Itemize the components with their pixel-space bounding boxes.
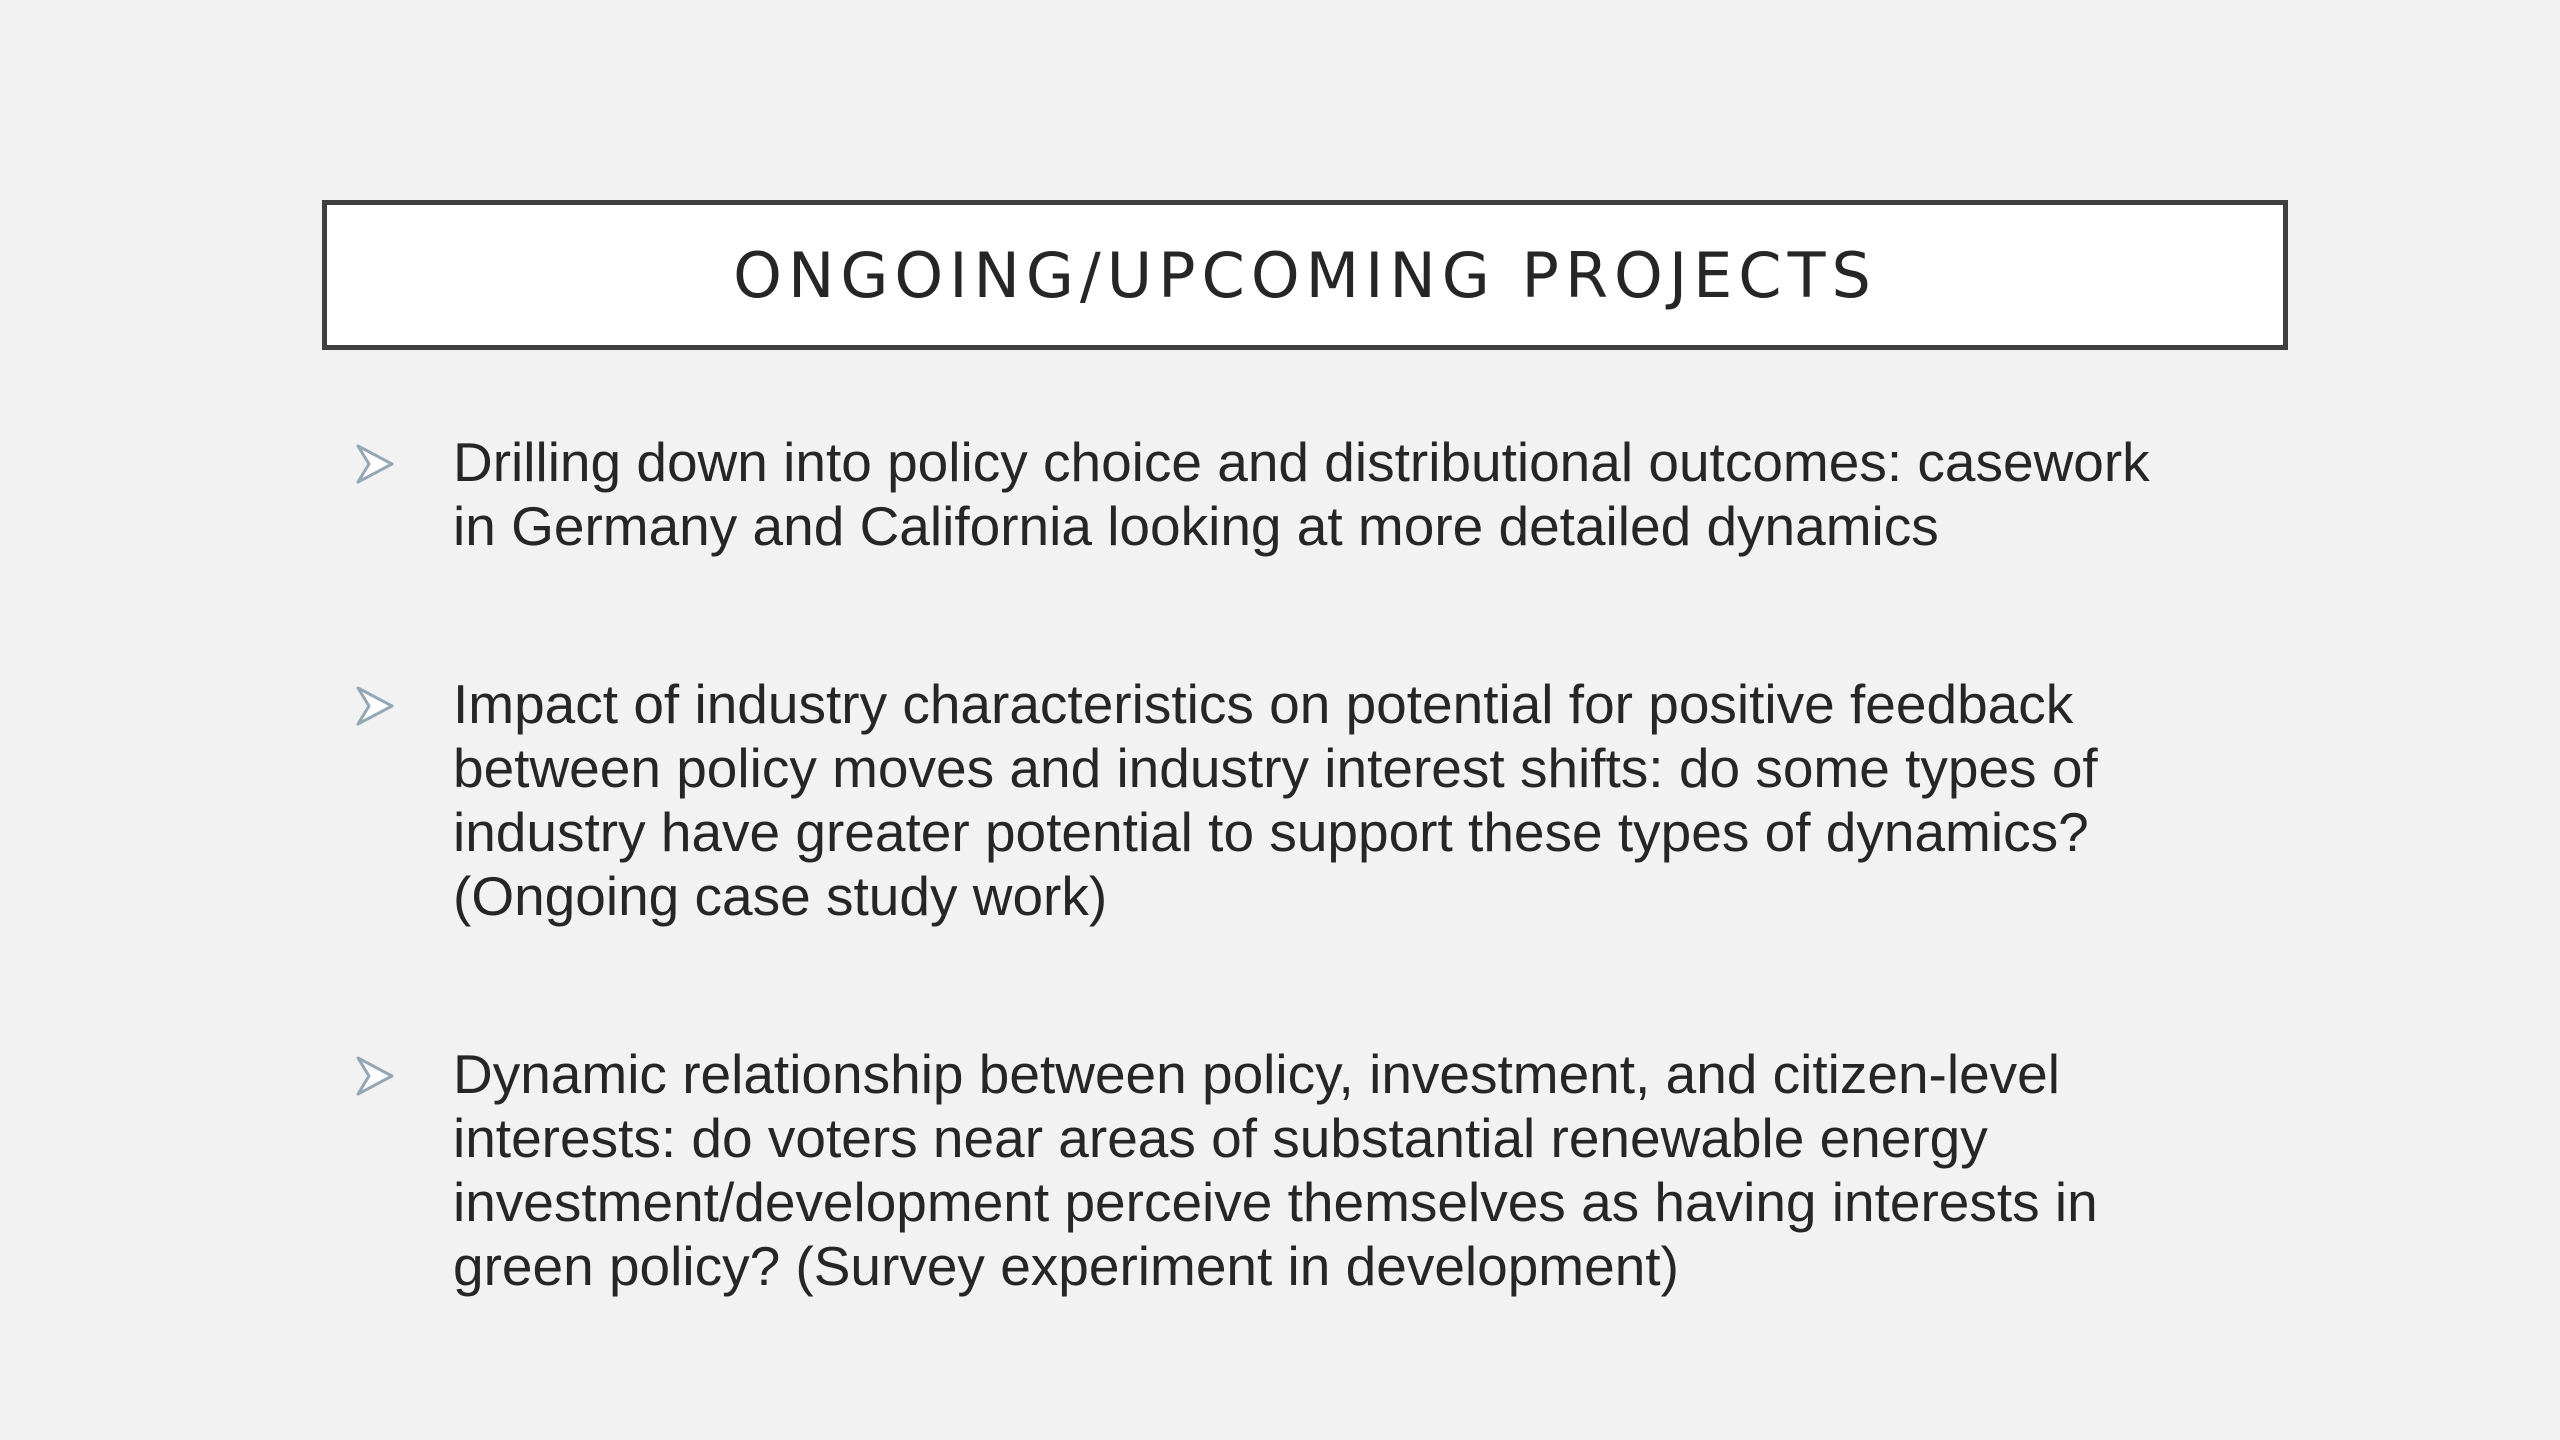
bullet-item: [350, 1042, 2310, 1298]
arrowhead-bullet-icon: [356, 444, 394, 484]
bullet-list: [350, 430, 2310, 1412]
bullet-item: [350, 672, 2310, 928]
title-box: [322, 200, 2288, 350]
bullet-line: investment/development perceive themselves as having interests in: [453, 1171, 2098, 1233]
bullet-line: Impact of industry characteristics on potential for positive feedback: [453, 673, 2074, 735]
bullet-line: (Ongoing case study work): [453, 865, 1108, 927]
bullet-line: green policy? (Survey experiment in development): [453, 1235, 1679, 1297]
bullet-line: interests: do voters near areas of substantial renewable energy: [453, 1107, 1988, 1169]
bullet-line: between policy moves and industry interest shifts: do some types of: [453, 737, 2098, 799]
arrowhead-bullet-icon: [356, 686, 394, 726]
arrowhead-bullet-icon: [356, 1056, 394, 1096]
bullet-item: [350, 430, 2310, 558]
bullet-line: Drilling down into policy choice and distributional outcomes: casework: [453, 431, 2150, 493]
bullet-line: in Germany and California looking at more detailed dynamics: [453, 495, 1939, 557]
bullet-line: Dynamic relationship between policy, investment, and citizen-level: [453, 1043, 2060, 1105]
bullet-line: industry have greater potential to support these types of dynamics?: [453, 801, 2089, 863]
slide-title: ONGOING/UPCOMING PROJECTS: [733, 238, 1877, 312]
